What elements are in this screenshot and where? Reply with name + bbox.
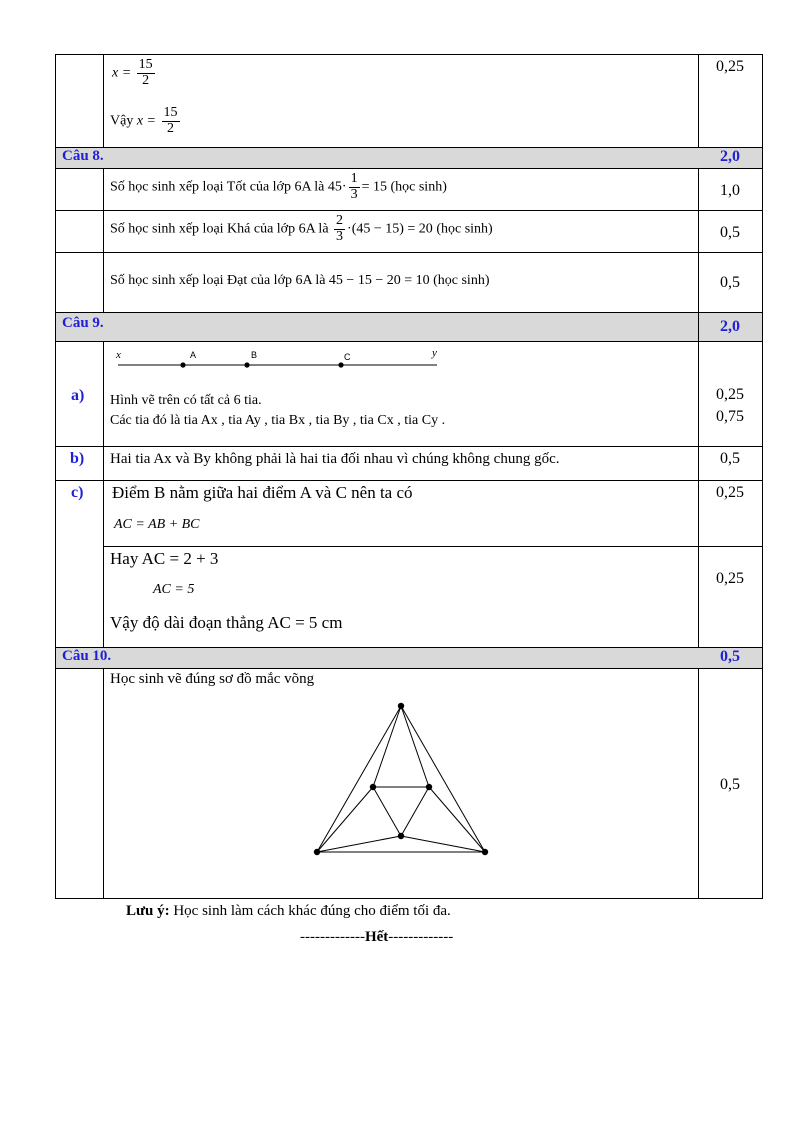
q9-c-score-1: 0,25 xyxy=(716,484,744,501)
q8-row2-fraction xyxy=(334,214,345,244)
q8-row3-math: 45 − 15 − 20 = 10 xyxy=(328,273,430,288)
node-bottom-left xyxy=(314,849,320,855)
node-inner-left xyxy=(370,784,376,790)
conclusion-den: 2 xyxy=(167,120,174,136)
q9-c-line1: Điểm B nằm giữa hai điểm A và C nên ta có xyxy=(112,483,413,502)
q10-score: 0,5 xyxy=(720,776,740,793)
point-a xyxy=(180,362,185,367)
label-x: x xyxy=(116,349,121,361)
q10-total: 0,5 xyxy=(720,648,740,665)
q8-row2-unit: (học sinh) xyxy=(436,221,493,237)
q8-row3-unit: (học sinh) xyxy=(433,273,490,288)
q9-title: Câu 9. xyxy=(62,315,104,331)
q9-part-b-label: b) xyxy=(70,450,85,467)
label-c: C xyxy=(344,352,351,362)
q8-row-2 xyxy=(110,214,493,244)
q8-row-2-score: 0,5 xyxy=(720,224,740,241)
q8-row1-fraction xyxy=(349,172,360,202)
eq-den: 2 xyxy=(142,72,150,88)
q8-row1-math-b: = 15 xyxy=(361,179,387,195)
q9-a-line1: Hình vẽ trên có tất cả 6 tia. xyxy=(110,393,262,408)
end-word: Hết xyxy=(364,929,389,945)
q9-header-band xyxy=(55,312,763,341)
label-b: B xyxy=(251,350,258,360)
q10-header-band xyxy=(55,647,763,668)
q8-title: Câu 8. xyxy=(62,148,104,164)
q9-part-a-label: a) xyxy=(71,387,85,404)
q9-a-line2: Các tia đó là tia Ax , tia Ay , tia Bx , tia By , tia Cx , tia Cy . xyxy=(110,413,446,428)
label-y: y xyxy=(432,347,437,359)
node-bottom-right xyxy=(482,849,488,855)
q9-c-line3: Hay AC = 2 + 3 xyxy=(110,549,219,568)
q8-row1-text: Số học sinh xếp loại Tốt của lớp 6A là xyxy=(110,179,325,195)
q9-b-score: 0,5 xyxy=(720,450,740,467)
node-top xyxy=(398,703,404,709)
conclusion-var: x = xyxy=(136,113,156,129)
node-inner-bottom xyxy=(398,833,404,839)
q8-row1-num: 1 xyxy=(350,171,358,186)
q8-row1-unit: (học sinh) xyxy=(390,179,447,195)
end-dashes-right: ------------- xyxy=(388,929,454,945)
q8-header-band xyxy=(55,147,763,168)
q8-row2-num: 2 xyxy=(336,213,344,228)
conclusion-fraction xyxy=(162,106,180,136)
q9-a-score-1: 0,25 xyxy=(716,386,744,403)
conclusion-num: 15 xyxy=(163,105,178,120)
node-inner-right xyxy=(426,784,432,790)
q8-row2-text: Số học sinh xếp loại Khá của lớp 6A là xyxy=(110,221,329,237)
q9-a-score-2: 0,75 xyxy=(716,408,744,425)
note-text: Học sinh làm cách khác đúng cho điểm tối đa. xyxy=(169,903,451,919)
prev-conclusion xyxy=(110,106,182,136)
q9-c-line4: AC = 5 xyxy=(153,582,195,597)
q8-row-1 xyxy=(110,172,447,202)
label-a: A xyxy=(190,350,197,360)
q8-row3-text: Số học sinh xếp loại Đạt của lớp 6A là xyxy=(110,273,326,288)
q8-row2-math-b: ·(45 − 15) = 20 xyxy=(347,221,433,237)
q9-b-text: Hai tia Ax và By không phải là hai tia đối nhau vì chúng không chung gốc. xyxy=(110,451,560,467)
point-b xyxy=(244,362,249,367)
network-diagram xyxy=(300,695,500,860)
end-dashes-left: ------------- xyxy=(300,929,365,945)
eq-lhs: x = xyxy=(112,65,132,81)
prev-score: 0,25 xyxy=(716,58,744,75)
eq-num: 15 xyxy=(138,57,153,72)
q8-row1-math-a: 45· xyxy=(327,179,347,195)
footer-note xyxy=(126,903,451,920)
end-marker xyxy=(300,929,453,946)
note-label: Lưu ý: xyxy=(126,903,170,919)
conclusion-prefix: Vậy xyxy=(110,113,134,129)
ray-figure xyxy=(110,342,450,372)
q9-c-line5: Vậy độ dài đoạn thẳng AC = 5 cm xyxy=(110,613,343,632)
q8-row-3 xyxy=(110,273,490,289)
point-c xyxy=(338,362,343,367)
q8-row1-den: 3 xyxy=(350,186,358,202)
q9-c-score-2: 0,25 xyxy=(716,570,744,587)
q8-total: 2,0 xyxy=(720,148,740,165)
prev-equation xyxy=(112,58,157,88)
q8-row2-den: 3 xyxy=(336,228,344,244)
q9-c-line2: AC = AB + BC xyxy=(114,517,200,532)
q8-row-1-score: 1,0 xyxy=(720,182,740,199)
q9-part-c-label: c) xyxy=(71,484,84,501)
q9-total: 2,0 xyxy=(720,318,740,335)
eq-fraction xyxy=(137,58,155,88)
q10-title: Câu 10. xyxy=(62,648,112,664)
q8-row-3-score: 0,5 xyxy=(720,274,740,291)
q10-text: Học sinh vẽ đúng sơ đồ mắc võng xyxy=(110,671,315,687)
